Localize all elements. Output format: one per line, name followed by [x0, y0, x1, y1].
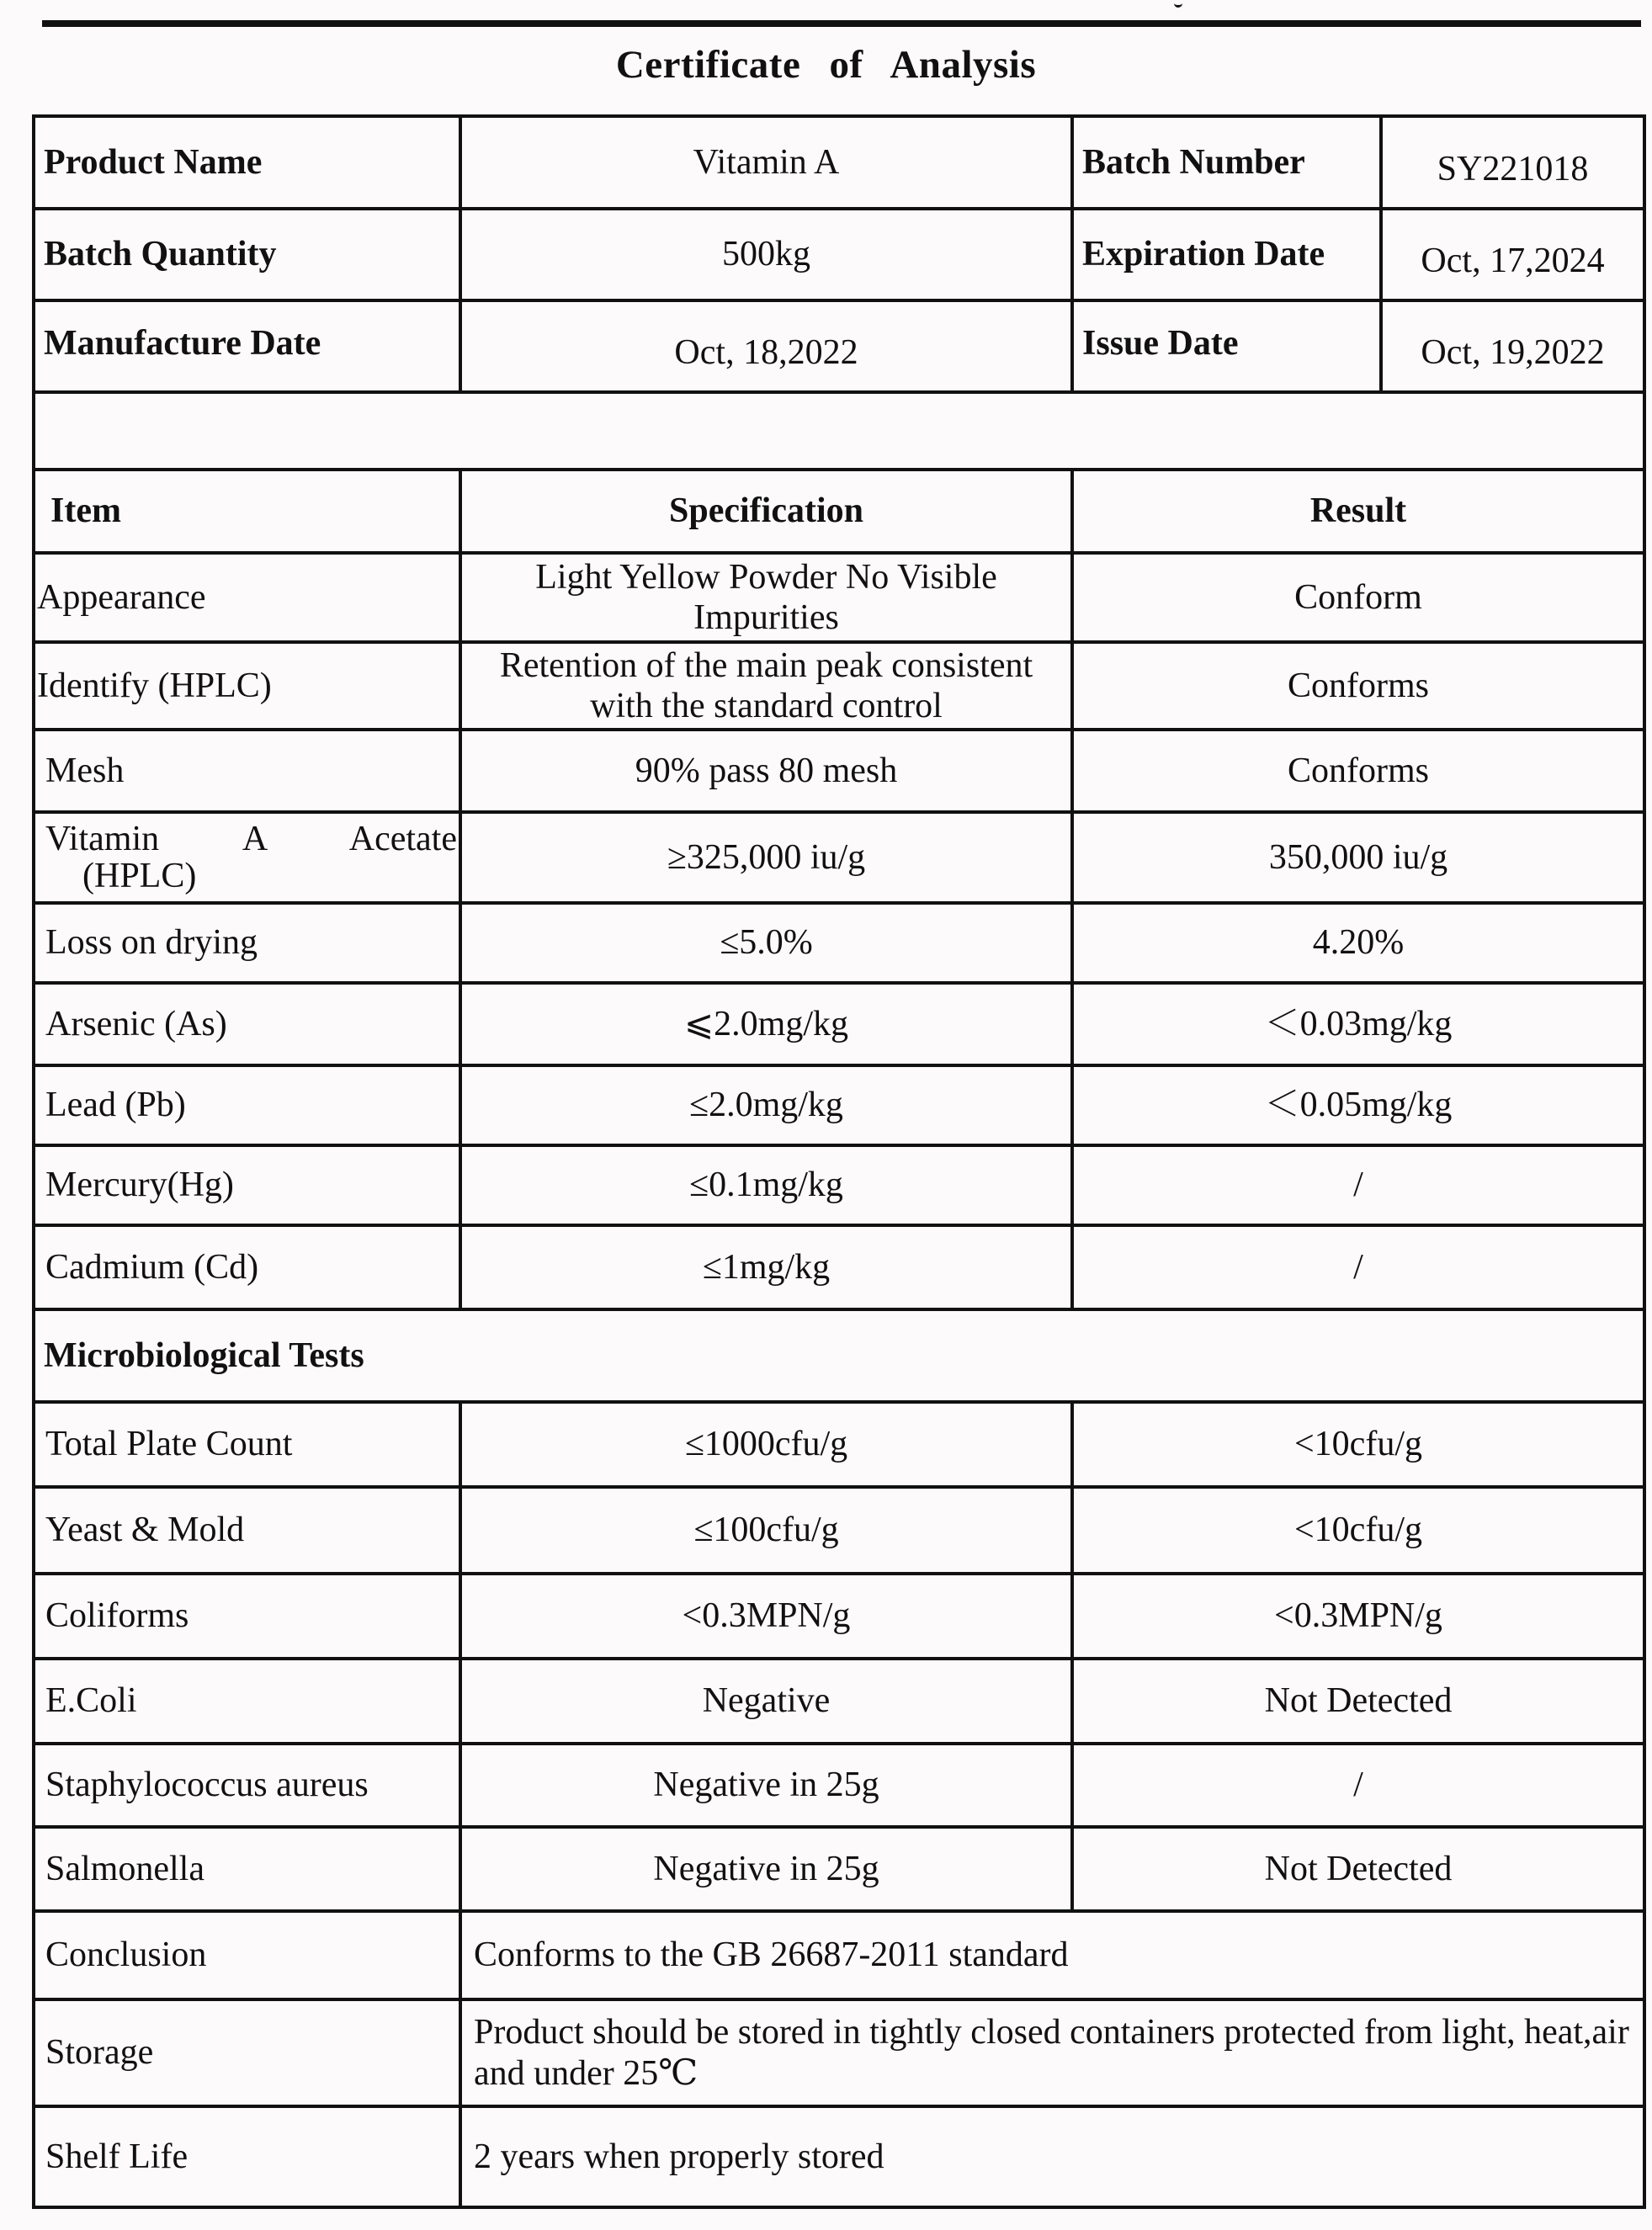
conclusion-label: Conclusion [34, 1911, 460, 1999]
test-item: Arsenic (As) [34, 983, 460, 1065]
test-spec: ≤2.0mg/kg [460, 1065, 1072, 1145]
test-result: Conforms [1072, 730, 1644, 812]
test-spec: ≥325,000 iu/g [460, 812, 1072, 903]
batch-quantity-label: Batch Quantity [34, 209, 460, 300]
test-result: 4.20% [1072, 903, 1644, 983]
table-row [34, 1487, 1644, 1574]
micro-spec: <0.3MPN/g [460, 1574, 1072, 1659]
product-name-label: Product Name [34, 116, 460, 209]
test-item-line2: (HPLC) [82, 857, 197, 895]
table-row [34, 1145, 1644, 1225]
storage-value: Product should be stored in tightly closed containers protected from light, heat,air and under 25℃ [460, 1999, 1644, 2106]
manufacture-date-value: Oct, 18,2022 [460, 300, 1072, 392]
test-item [34, 812, 460, 903]
micro-result: Not Detected [1072, 1827, 1644, 1911]
test-item-line1: Vitamin A Acetate [45, 819, 457, 858]
micro-item: Coliforms [34, 1574, 460, 1659]
micro-result: <10cfu/g [1072, 1402, 1644, 1487]
table-row [34, 1827, 1644, 1911]
coa-table [32, 114, 1646, 2209]
test-item: Identify (HPLC) [34, 642, 460, 730]
test-item: Mercury(Hg) [34, 1145, 460, 1225]
test-result: ＜0.03mg/kg [1072, 983, 1644, 1065]
test-result: / [1072, 1145, 1644, 1225]
test-result: ＜0.05mg/kg [1072, 1065, 1644, 1145]
test-spec: ≤5.0% [460, 903, 1072, 983]
table-row [34, 553, 1644, 642]
micro-spec: Negative in 25g [460, 1744, 1072, 1827]
test-spec: Retention of the main peak consistent with the standard control [460, 642, 1072, 730]
test-spec: 90% pass 80 mesh [460, 730, 1072, 812]
table-row [34, 1065, 1644, 1145]
test-item: Mesh [34, 730, 460, 812]
micro-item: Yeast & Mold [34, 1487, 460, 1574]
table-row [34, 642, 1644, 730]
table-row [34, 1659, 1644, 1744]
expiration-date-label: Expiration Date [1072, 209, 1381, 300]
batch-number-value: SY221018 [1381, 116, 1644, 209]
table-row [34, 983, 1644, 1065]
document-title: Certificate of Analysis [615, 43, 1037, 87]
test-spec: ⩽2.0mg/kg [460, 983, 1072, 1065]
table-row [34, 1225, 1644, 1309]
test-result: 350,000 iu/g [1072, 812, 1644, 903]
header-item: Item [34, 470, 460, 553]
storage-row [34, 1999, 1644, 2106]
test-item: Lead (Pb) [34, 1065, 460, 1145]
top-mark [1174, 0, 1182, 8]
section-heading-row [34, 1309, 1644, 1402]
expiration-date-value: Oct, 17,2024 [1381, 209, 1644, 300]
micro-spec: Negative [460, 1659, 1072, 1744]
batch-number-label: Batch Number [1072, 116, 1381, 209]
table-row [34, 903, 1644, 983]
test-result: Conforms [1072, 642, 1644, 730]
micro-item: E.Coli [34, 1659, 460, 1744]
info-row-dates [34, 300, 1644, 392]
header-specification: Specification [460, 470, 1072, 553]
table-row [34, 730, 1644, 812]
micro-spec: Negative in 25g [460, 1827, 1072, 1911]
top-rule [42, 20, 1641, 27]
info-row-product [34, 116, 1644, 209]
blank-cell [34, 392, 1644, 470]
header-result: Result [1072, 470, 1644, 553]
micro-result: <10cfu/g [1072, 1487, 1644, 1574]
product-name-value: Vitamin A [460, 116, 1072, 209]
table-header-row [34, 470, 1644, 553]
micro-spec: ≤100cfu/g [460, 1487, 1072, 1574]
conclusion-value: Conforms to the GB 26687-2011 standard [460, 1911, 1644, 1999]
micro-item: Total Plate Count [34, 1402, 460, 1487]
micro-item: Staphylococcus aureus [34, 1744, 460, 1827]
test-spec: ≤0.1mg/kg [460, 1145, 1072, 1225]
test-result: Conform [1072, 553, 1644, 642]
micro-item: Salmonella [34, 1827, 460, 1911]
table-row [34, 812, 1644, 903]
storage-label: Storage [34, 1999, 460, 2106]
micro-result: / [1072, 1744, 1644, 1827]
micro-result: <0.3MPN/g [1072, 1574, 1644, 1659]
micro-spec: ≤1000cfu/g [460, 1402, 1072, 1487]
blank-row [34, 392, 1644, 470]
micro-result: Not Detected [1072, 1659, 1644, 1744]
test-spec: ≤1mg/kg [460, 1225, 1072, 1309]
issue-date-label: Issue Date [1072, 300, 1381, 392]
shelf-life-value: 2 years when properly stored [460, 2106, 1644, 2207]
issue-date-value: Oct, 19,2022 [1381, 300, 1644, 392]
conclusion-row [34, 1911, 1644, 1999]
table-row [34, 1574, 1644, 1659]
batch-quantity-value: 500kg [460, 209, 1072, 300]
table-row [34, 1744, 1644, 1827]
test-item: Appearance [34, 553, 460, 642]
test-result: / [1072, 1225, 1644, 1309]
manufacture-date-label: Manufacture Date [34, 300, 460, 392]
micro-section-title: Microbiological Tests [34, 1309, 1644, 1402]
test-item: Loss on drying [34, 903, 460, 983]
shelf-life-label: Shelf Life [34, 2106, 460, 2207]
info-row-quantity [34, 209, 1644, 300]
shelf-life-row [34, 2106, 1644, 2207]
test-spec: Light Yellow Powder No Visible Impurities [460, 553, 1072, 642]
table-row [34, 1402, 1644, 1487]
test-item: Cadmium (Cd) [34, 1225, 460, 1309]
